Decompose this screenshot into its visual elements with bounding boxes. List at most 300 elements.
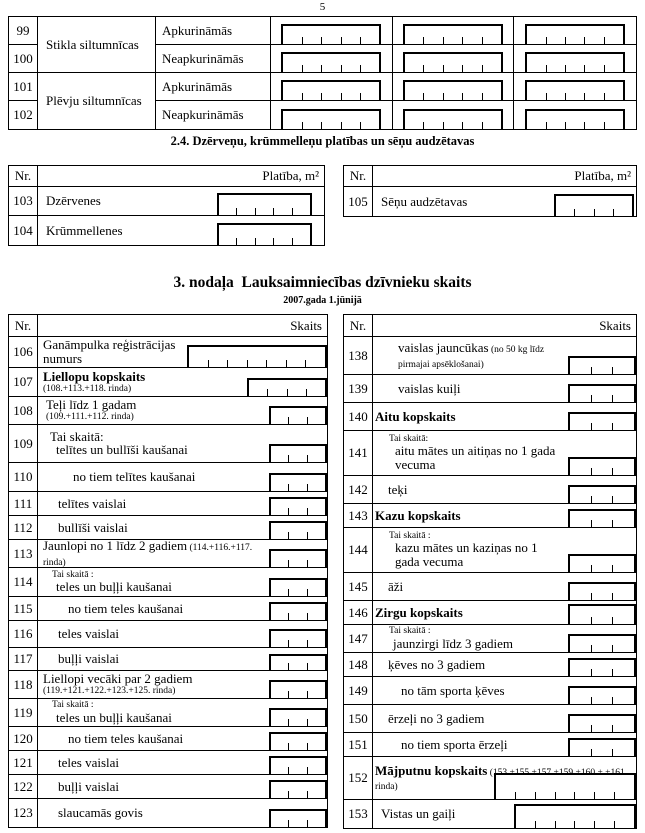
digit-input-box[interactable] bbox=[281, 80, 381, 100]
digit-cell bbox=[268, 389, 287, 396]
label-main: Mājputnu kopskaits bbox=[375, 762, 488, 778]
digit-input-box[interactable] bbox=[281, 52, 381, 72]
row-content bbox=[38, 648, 327, 670]
row-content bbox=[38, 425, 327, 462]
label-main: vaislas kuiļi bbox=[398, 380, 461, 396]
value-column-header: Skaits bbox=[599, 317, 631, 333]
digit-input-box[interactable] bbox=[217, 223, 312, 245]
label-text bbox=[38, 627, 261, 641]
row-number: 109 bbox=[9, 425, 38, 462]
label-main: teķi bbox=[388, 481, 408, 497]
table-row bbox=[9, 727, 327, 751]
row-content bbox=[373, 187, 636, 216]
digit-cell bbox=[271, 691, 289, 698]
label-prefix: Tai skaitā : bbox=[52, 569, 94, 580]
digit-cell bbox=[322, 37, 341, 44]
row-content bbox=[38, 671, 327, 698]
digit-cell bbox=[342, 122, 361, 129]
digit-cell bbox=[209, 360, 229, 367]
digit-cell bbox=[361, 37, 379, 44]
row-number: 99 bbox=[9, 17, 38, 45]
digit-cell bbox=[483, 93, 501, 100]
digit-cell bbox=[271, 560, 289, 567]
digit-cell bbox=[271, 719, 289, 726]
row-content bbox=[38, 492, 327, 515]
row-number: 113 bbox=[9, 540, 38, 567]
label-main: Krūmmellenes bbox=[46, 222, 123, 238]
digit-cell bbox=[570, 725, 592, 732]
digit-cell bbox=[570, 423, 592, 430]
label-main: ķēves no 3 gadiem bbox=[388, 656, 486, 672]
digit-cell bbox=[483, 65, 501, 72]
cranberry-blueberry-table bbox=[8, 165, 325, 246]
digit-input-box[interactable] bbox=[568, 582, 636, 600]
digit-cell bbox=[613, 645, 634, 652]
table-row bbox=[344, 800, 636, 828]
value-box-cell bbox=[271, 17, 393, 45]
digit-cell bbox=[289, 484, 307, 491]
digit-cell bbox=[271, 791, 289, 798]
label-main: Kazu kopskaits bbox=[375, 507, 461, 523]
digit-cell bbox=[463, 65, 482, 72]
row-number: 118 bbox=[9, 671, 38, 698]
row-number: 122 bbox=[9, 775, 38, 798]
digit-cell bbox=[308, 743, 325, 750]
row-content bbox=[373, 403, 636, 430]
digit-input-box[interactable] bbox=[403, 109, 503, 129]
digit-input-box[interactable] bbox=[568, 509, 636, 527]
digit-cell bbox=[308, 691, 325, 698]
digit-cell bbox=[308, 719, 325, 726]
row-content bbox=[373, 800, 636, 828]
greenhouse-type-label: Neapkurināmās bbox=[156, 101, 271, 129]
label-main: no tiem teles kaušanai bbox=[68, 600, 184, 616]
digit-cell bbox=[424, 93, 443, 100]
label-note: (114.+116.+117. rinda) bbox=[43, 543, 253, 568]
digit-input-box[interactable] bbox=[247, 378, 327, 396]
digit-cell bbox=[592, 395, 614, 402]
digit-input-box[interactable] bbox=[525, 52, 625, 72]
row-content bbox=[38, 463, 327, 491]
digit-cell bbox=[592, 496, 614, 503]
digit-input-box[interactable] bbox=[568, 485, 636, 503]
label-text bbox=[373, 807, 506, 821]
table-row bbox=[9, 751, 327, 775]
digit-cell bbox=[308, 560, 325, 567]
row-content bbox=[38, 699, 327, 726]
digit-cell bbox=[547, 65, 566, 72]
label-main: Dzērvenes bbox=[46, 193, 101, 208]
label-main: Jaunlopi no 1 līdz 2 gadiem bbox=[43, 538, 188, 553]
row-number: 117 bbox=[9, 648, 38, 670]
digit-cell bbox=[547, 37, 566, 44]
digit-cell bbox=[595, 792, 615, 799]
digit-input-box[interactable] bbox=[525, 109, 625, 129]
row-number: 116 bbox=[9, 621, 38, 647]
digit-cell bbox=[444, 93, 463, 100]
digit-cell bbox=[556, 821, 576, 828]
digit-cell bbox=[570, 617, 592, 624]
value-column-header: Skaits bbox=[290, 317, 322, 333]
row-content bbox=[373, 733, 636, 756]
label-main: ērzeļi no 3 gadiem bbox=[388, 710, 485, 726]
digit-input-box[interactable] bbox=[269, 732, 327, 750]
digit-cell bbox=[615, 821, 634, 828]
digit-cell bbox=[271, 640, 289, 647]
digit-cell bbox=[289, 719, 307, 726]
value-box-cell bbox=[393, 73, 515, 101]
digit-input-box[interactable] bbox=[525, 80, 625, 100]
digit-cell bbox=[289, 743, 307, 750]
digit-cell bbox=[271, 820, 289, 827]
greenhouse-table bbox=[8, 16, 637, 130]
label-main: Sēņu audzētavas bbox=[381, 193, 468, 209]
digit-cell bbox=[308, 417, 325, 424]
table-row bbox=[9, 425, 327, 463]
nr-column-header: Nr. bbox=[9, 315, 38, 336]
digit-input-box[interactable] bbox=[269, 680, 327, 698]
row-content bbox=[373, 504, 636, 527]
row-number: 147 bbox=[344, 625, 373, 652]
label-text bbox=[373, 606, 560, 620]
row-number: 121 bbox=[9, 751, 38, 774]
table-row bbox=[344, 431, 636, 476]
digit-cell bbox=[592, 669, 614, 676]
digit-input-box[interactable] bbox=[269, 809, 327, 827]
digit-cell bbox=[605, 37, 623, 44]
label-text bbox=[38, 470, 261, 484]
digit-cell bbox=[585, 93, 604, 100]
digit-cell bbox=[271, 417, 289, 424]
digit-cell bbox=[424, 37, 443, 44]
digit-cell bbox=[496, 792, 516, 799]
digit-input-box[interactable] bbox=[217, 193, 312, 215]
digit-cell bbox=[592, 617, 614, 624]
digit-input-box[interactable] bbox=[269, 708, 327, 726]
digit-cell bbox=[613, 617, 634, 624]
digit-input-box[interactable] bbox=[269, 549, 327, 567]
table-row bbox=[9, 187, 324, 216]
table-row bbox=[9, 671, 327, 699]
digit-input-box[interactable] bbox=[554, 194, 634, 216]
digit-cell bbox=[249, 389, 268, 396]
digit-cell bbox=[592, 367, 614, 374]
label-main: no tiem sporta ērzeļi bbox=[401, 736, 508, 752]
livestock-table-left bbox=[8, 314, 328, 828]
label-note: (153.+155.+157.+159.+160.+ +161. rinda) bbox=[375, 767, 628, 792]
row-content bbox=[373, 625, 636, 652]
digit-input-box[interactable] bbox=[568, 412, 636, 430]
table-row bbox=[9, 597, 327, 621]
digit-input-box[interactable] bbox=[568, 634, 636, 652]
label-main: teles vaislai bbox=[58, 754, 120, 770]
label-note: (108.+113.+118. rinda) bbox=[43, 383, 132, 394]
digit-input-box[interactable] bbox=[269, 521, 327, 539]
row-content bbox=[38, 727, 327, 750]
row-number: 152 bbox=[344, 757, 373, 799]
label-main: no tiem telītes kaušanai bbox=[73, 469, 196, 484]
digit-input-box[interactable] bbox=[269, 406, 327, 424]
digit-cell bbox=[237, 208, 255, 215]
digit-cell bbox=[516, 792, 536, 799]
digit-cell bbox=[308, 532, 325, 539]
row-content bbox=[373, 573, 636, 600]
digit-input-box[interactable] bbox=[269, 756, 327, 774]
digit-cell bbox=[289, 613, 307, 620]
digit-cell bbox=[592, 593, 614, 600]
label-main: no tām sporta ķēves bbox=[401, 682, 505, 698]
row-number: 105 bbox=[344, 187, 373, 216]
digit-cell bbox=[361, 65, 379, 72]
digit-cell bbox=[613, 367, 634, 374]
table-row bbox=[9, 648, 327, 671]
label-text bbox=[373, 382, 560, 396]
label-text bbox=[38, 580, 261, 594]
value-box-cell bbox=[271, 45, 393, 73]
label-main: Vistas un gaiļi bbox=[381, 806, 456, 821]
digit-cell bbox=[271, 767, 289, 774]
digit-cell bbox=[527, 122, 546, 129]
table-row bbox=[9, 516, 327, 540]
row-number: 100 bbox=[9, 45, 38, 73]
table-row bbox=[344, 653, 636, 677]
row-number: 139 bbox=[344, 375, 373, 402]
digit-cell bbox=[463, 122, 482, 129]
label-main: Ganāmpulka reģistrācijas numurs bbox=[43, 337, 176, 366]
row-content bbox=[373, 431, 636, 475]
label-text bbox=[38, 780, 261, 794]
label-text bbox=[38, 398, 261, 412]
value-box-cell bbox=[514, 101, 636, 129]
table-row bbox=[344, 504, 636, 528]
digit-input-box[interactable] bbox=[269, 602, 327, 620]
digit-cell bbox=[585, 37, 604, 44]
row-number: 106 bbox=[9, 337, 38, 367]
digit-input-box[interactable] bbox=[568, 356, 636, 374]
digit-input-box[interactable] bbox=[494, 773, 636, 799]
digit-cell bbox=[556, 209, 575, 216]
digit-cell bbox=[566, 37, 585, 44]
digit-cell bbox=[613, 395, 634, 402]
digit-input-box[interactable] bbox=[525, 24, 625, 44]
table-row bbox=[9, 540, 327, 568]
table-row bbox=[344, 573, 636, 601]
row-number: 151 bbox=[344, 733, 373, 756]
row-content bbox=[38, 751, 327, 774]
label-text bbox=[373, 341, 560, 370]
digit-cell bbox=[271, 508, 289, 515]
digit-input-box[interactable] bbox=[281, 109, 381, 129]
digit-cell bbox=[256, 208, 274, 215]
label-text bbox=[373, 712, 560, 726]
value-box-cell bbox=[393, 101, 515, 129]
table-row bbox=[344, 375, 636, 403]
digit-input-box[interactable] bbox=[568, 714, 636, 732]
table-row bbox=[9, 216, 324, 245]
digit-input-box[interactable] bbox=[403, 80, 503, 100]
label-text bbox=[38, 370, 239, 384]
row-number: 150 bbox=[344, 705, 373, 732]
digit-cell bbox=[307, 389, 325, 396]
digit-cell bbox=[289, 417, 307, 424]
digit-cell bbox=[303, 65, 322, 72]
digit-cell bbox=[308, 508, 325, 515]
digit-cell bbox=[527, 93, 546, 100]
digit-cell bbox=[287, 360, 307, 367]
digit-input-box[interactable] bbox=[269, 444, 327, 462]
table-row bbox=[344, 705, 636, 733]
label-text bbox=[373, 738, 560, 752]
digit-cell bbox=[271, 532, 289, 539]
digit-input-box[interactable] bbox=[403, 52, 503, 72]
label-text bbox=[373, 637, 560, 651]
table-row bbox=[344, 733, 636, 757]
label-text bbox=[373, 658, 560, 672]
digit-cell bbox=[342, 37, 361, 44]
page-number: 5 bbox=[319, 1, 326, 13]
label-text bbox=[38, 443, 261, 457]
label-text bbox=[38, 194, 212, 208]
digit-input-box[interactable] bbox=[269, 654, 327, 670]
row-number: 115 bbox=[9, 597, 38, 620]
digit-cell bbox=[289, 640, 307, 647]
mushroom-table bbox=[343, 165, 637, 217]
digit-cell bbox=[405, 37, 424, 44]
label-text bbox=[373, 410, 560, 424]
digit-cell bbox=[289, 691, 307, 698]
value-box-cell bbox=[393, 17, 515, 45]
digit-cell bbox=[308, 613, 325, 620]
digit-cell bbox=[592, 520, 614, 527]
digit-cell bbox=[570, 697, 592, 704]
label-text bbox=[373, 195, 548, 209]
row-content bbox=[373, 337, 636, 374]
nr-column-header: Nr. bbox=[344, 166, 373, 186]
digit-input-box[interactable] bbox=[514, 804, 636, 828]
digit-cell bbox=[405, 93, 424, 100]
digit-cell bbox=[248, 360, 268, 367]
row-content bbox=[38, 597, 327, 620]
digit-cell bbox=[592, 645, 614, 652]
label-text bbox=[38, 338, 177, 366]
digit-cell bbox=[536, 792, 556, 799]
digit-cell bbox=[592, 697, 614, 704]
table-row bbox=[344, 757, 636, 800]
digit-cell bbox=[613, 423, 634, 430]
digit-input-box[interactable] bbox=[568, 686, 636, 704]
table-row bbox=[9, 492, 327, 516]
digit-cell bbox=[256, 238, 274, 245]
digit-input-box[interactable] bbox=[568, 384, 636, 402]
digit-input-box[interactable] bbox=[187, 345, 327, 367]
digit-cell bbox=[308, 455, 325, 462]
table-row bbox=[9, 368, 327, 397]
digit-cell bbox=[283, 37, 302, 44]
digit-cell bbox=[614, 209, 632, 216]
digit-input-box[interactable] bbox=[269, 578, 327, 596]
digit-cell bbox=[267, 360, 287, 367]
digit-input-box[interactable] bbox=[269, 497, 327, 515]
digit-input-box[interactable] bbox=[269, 780, 327, 798]
digit-cell bbox=[613, 593, 634, 600]
row-number: 143 bbox=[344, 504, 373, 527]
label-text bbox=[38, 711, 261, 725]
digit-cell bbox=[293, 208, 310, 215]
digit-cell bbox=[592, 423, 614, 430]
label-text bbox=[373, 541, 560, 569]
row-content bbox=[373, 375, 636, 402]
section-2-4-title: 2.4. Dzērveņu, krūmmelleņu platības un sēņu audzētavas bbox=[170, 134, 475, 148]
digit-input-box[interactable] bbox=[281, 24, 381, 44]
digit-cell bbox=[306, 360, 325, 367]
table-row bbox=[9, 799, 327, 827]
digit-cell bbox=[463, 37, 482, 44]
digit-cell bbox=[308, 820, 325, 827]
digit-cell bbox=[605, 93, 623, 100]
label-text bbox=[373, 444, 560, 472]
digit-cell bbox=[283, 65, 302, 72]
digit-cell bbox=[570, 468, 592, 475]
digit-input-box[interactable] bbox=[269, 629, 327, 647]
table-header-row bbox=[9, 166, 324, 187]
label-main: telītes vaislai bbox=[58, 495, 127, 511]
nr-column-header: Nr. bbox=[9, 166, 38, 186]
digit-cell bbox=[575, 821, 595, 828]
row-number: 142 bbox=[344, 476, 373, 503]
label-text bbox=[38, 539, 261, 568]
digit-cell bbox=[322, 65, 341, 72]
digit-cell bbox=[288, 389, 307, 396]
nr-column-header: Nr. bbox=[344, 315, 373, 336]
digit-input-box[interactable] bbox=[568, 457, 636, 475]
label-main: kazu mātes un kaziņas no 1 gada vecuma bbox=[395, 540, 538, 570]
digit-cell bbox=[483, 37, 501, 44]
digit-cell bbox=[570, 593, 592, 600]
table-row bbox=[9, 621, 327, 648]
digit-cell bbox=[570, 669, 592, 676]
row-number: 120 bbox=[9, 727, 38, 750]
digit-input-box[interactable] bbox=[568, 658, 636, 676]
digit-cell bbox=[613, 725, 634, 732]
label-text bbox=[38, 497, 261, 511]
label-text bbox=[38, 672, 261, 686]
label-main: buļļi vaislai bbox=[58, 651, 120, 666]
digit-cell bbox=[189, 360, 209, 367]
row-content bbox=[373, 476, 636, 503]
row-content bbox=[38, 187, 324, 215]
digit-input-box[interactable] bbox=[568, 738, 636, 756]
row-number: 112 bbox=[9, 516, 38, 539]
digit-cell bbox=[271, 743, 289, 750]
label-main: Teļi līdz 1 gadam bbox=[46, 397, 137, 413]
row-content bbox=[38, 368, 327, 396]
table-row bbox=[344, 187, 636, 216]
label-note: (119.+121.+122.+123.+125. rinda) bbox=[43, 686, 176, 697]
label-prefix: Tai skaitā : bbox=[52, 700, 94, 711]
digit-cell bbox=[308, 640, 325, 647]
label-main: vaislas jauncūkas bbox=[398, 340, 489, 355]
digit-input-box[interactable] bbox=[568, 604, 636, 624]
digit-cell bbox=[516, 821, 536, 828]
livestock-table-right bbox=[343, 314, 637, 829]
digit-input-box[interactable] bbox=[403, 24, 503, 44]
digit-cell bbox=[219, 238, 237, 245]
digit-input-box[interactable] bbox=[568, 554, 636, 572]
digit-input-box[interactable] bbox=[269, 473, 327, 491]
digit-cell bbox=[303, 122, 322, 129]
label-text bbox=[38, 756, 261, 770]
table-row bbox=[9, 775, 327, 799]
